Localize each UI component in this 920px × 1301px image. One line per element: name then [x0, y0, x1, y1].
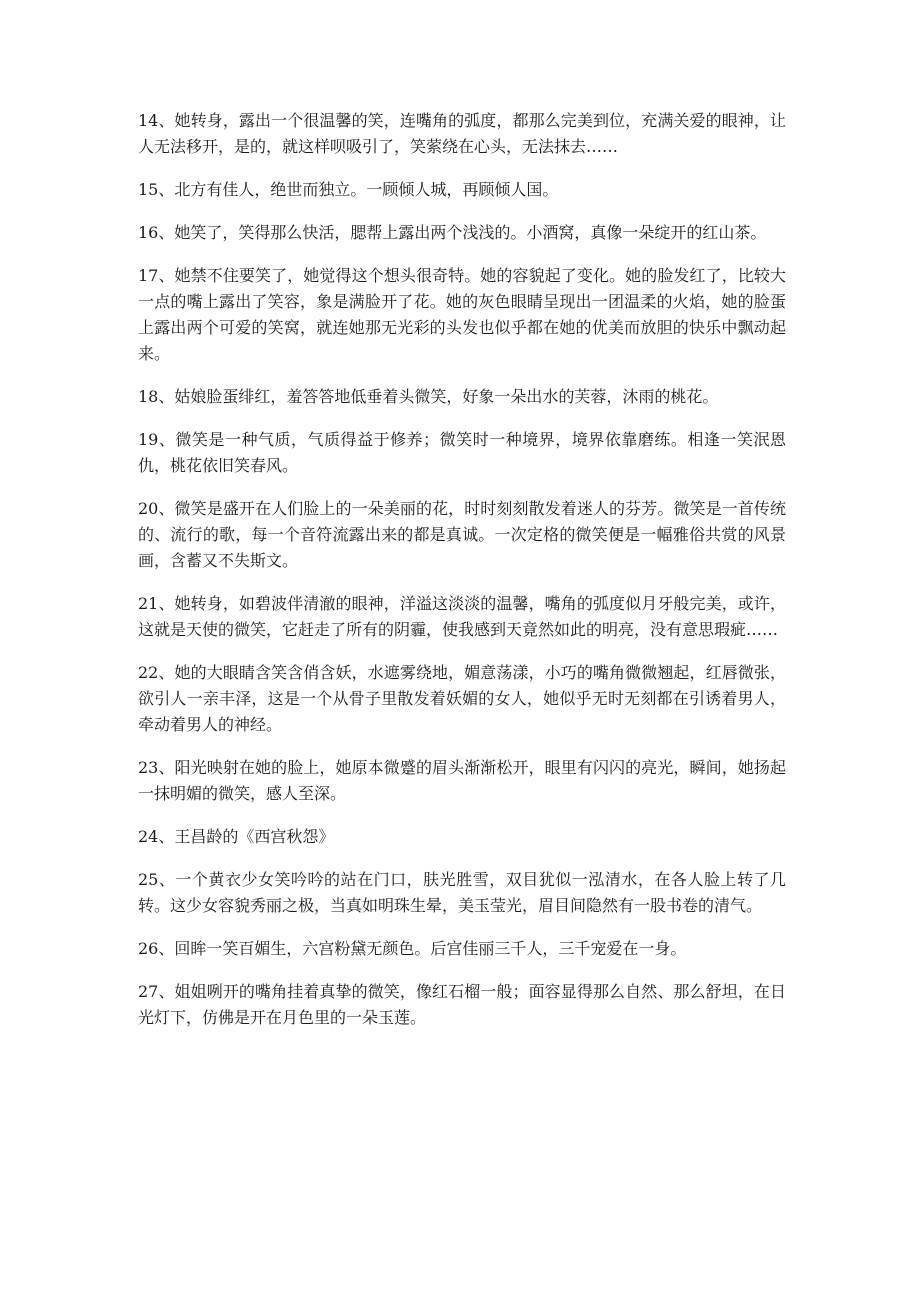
paragraph-17: 17、她禁不住要笑了，她觉得这个想头很奇特。她的容貌起了变化。她的脸发红了，比较大一点的嘴上露出了笑容，象是满脸开了花。她的灰色眼睛呈现出一团温柔的火焰，她的脸蛋上露出两个可爱的笑窝，就连她那无光彩的头发也似乎都在她的优美而放胆的快乐中飘动起来。	[138, 266, 786, 363]
paragraph-26: 26、回眸一笑百媚生，六宫粉黛无颜色。后宫佳丽三千人，三千宠爱在一身。	[138, 939, 687, 958]
paragraph-19: 19、微笑是一种气质，气质得益于修养；微笑时一种境界，境界依靠磨练。相逢一笑泯恩仇，桃花依旧笑春风。	[138, 430, 786, 475]
paragraph-15: 15、北方有佳人，绝世而独立。一顾倾人城，再顾倾人国。	[138, 180, 559, 199]
paragraph-23: 23、阳光映射在她的脸上，她原本微蹙的眉头渐渐松开，眼里有闪闪的亮光，瞬间，她扬起一抹明媚的微笑，感人至深。	[138, 758, 786, 803]
paragraph-24: 24、王昌龄的《西宫秋怨》	[138, 827, 335, 846]
paragraph-14: 14、她转身，露出一个很温馨的笑，连嘴角的弧度，都那么完美到位，充满关爱的眼神，让人无法移开，是的，就这样呗吸引了，笑萦绕在心头，无法抹去……	[138, 111, 786, 156]
paragraph-22: 22、她的大眼睛含笑含俏含妖，水遮雾绕地，媚意荡漾，小巧的嘴角微微翘起，红唇微张，欲引人一亲丰泽，这是一个从骨子里散发着妖媚的女人，她似乎无时无刻都在引诱着男人，牵动着男人的神经。	[138, 663, 786, 734]
paragraph-16: 16、她笑了，笑得那么快活，腮帮上露出两个浅浅的。小酒窝，真像一朵绽开的红山茶。	[138, 223, 767, 242]
document-body	[138, 108, 786, 1048]
paragraph-27: 27、姐姐咧开的嘴角挂着真挚的微笑，像红石榴一般；面容显得那么自然、那么舒坦，在日光灯下，仿佛是开在月色里的一朵玉莲。	[138, 982, 786, 1027]
paragraph-25: 25、一个黄衣少女笑吟吟的站在门口，肤光胜雪，双目犹似一泓清水，在各人脸上转了几转。这少女容貌秀丽之极，当真如明珠生晕，美玉莹光，眉目间隐然有一股书卷的清气。	[138, 870, 786, 915]
paragraph-20: 20、微笑是盛开在人们脸上的一朵美丽的花，时时刻刻散发着迷人的芬芳。微笑是一首传统的、流行的歌，每一个音符流露出来的都是真诚。一次定格的微笑便是一幅雅俗共赏的风景画，含蓄又不失斯文。	[138, 499, 786, 570]
paragraph-21: 21、她转身，如碧波伴清澈的眼神，洋溢这淡淡的温馨，嘴角的弧度似月牙般完美，或许，这就是天使的微笑，它赶走了所有的阴霾，使我感到天竟然如此的明亮，没有意思瑕疵……	[138, 594, 786, 639]
paragraph-18: 18、姑娘脸蛋绯红，羞答答地低垂着头微笑，好象一朵出水的芙蓉，沐雨的桃花。	[138, 387, 719, 406]
